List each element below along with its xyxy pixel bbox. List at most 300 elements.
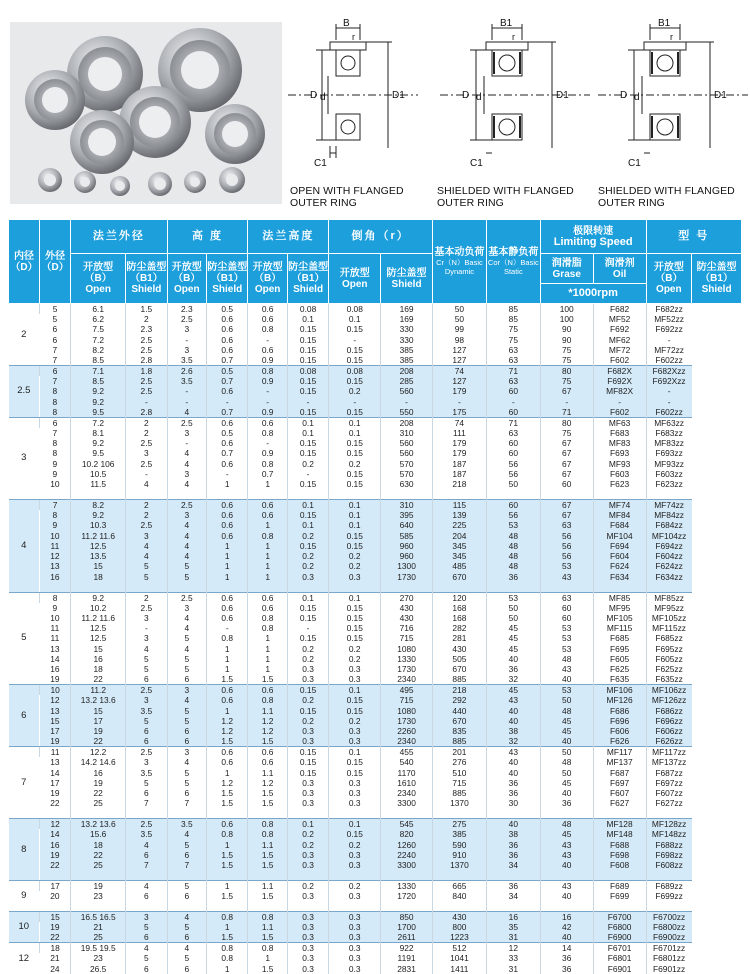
table-cell: 15: [40, 716, 71, 726]
inner-diameter-cell: 12: [9, 943, 40, 974]
table-cell: 0.3: [287, 912, 328, 923]
table-cell: 0.3: [287, 788, 328, 798]
table-cell: 3: [126, 633, 167, 643]
table-cell: 510: [432, 768, 486, 778]
caption-open: OPEN WITH FLANGED OUTER RING: [290, 185, 404, 209]
table-cell: 440: [432, 706, 486, 716]
table-cell: 5: [126, 778, 167, 788]
table-cell: 98: [432, 335, 486, 345]
table-row: [9, 355, 742, 366]
table-cell: [248, 870, 287, 880]
table-cell: MF74zz: [646, 500, 692, 511]
table-cell: 1: [206, 551, 247, 561]
table-cell: 1: [206, 768, 247, 778]
inner-diameter-cell: 10: [9, 912, 40, 943]
table-cell: 99: [432, 324, 486, 334]
table-cell: 71: [540, 407, 593, 418]
table-cell: 18: [40, 943, 71, 954]
table-cell: F605zz: [646, 654, 692, 664]
table-cell: 63: [486, 376, 540, 386]
table-cell: MF117: [593, 747, 646, 758]
inner-diameter-cell: 2.5: [9, 366, 40, 418]
table-cell: [71, 901, 126, 911]
table-cell: 0.3: [287, 726, 328, 736]
table-cell: [329, 901, 381, 911]
table-cell: [540, 582, 593, 592]
table-cell: F6700: [593, 912, 646, 923]
table-cell: 1.2: [248, 716, 287, 726]
table-cell: 0.1: [329, 520, 381, 530]
table-cell: MF83zz: [646, 438, 692, 448]
table-cell: 17: [40, 726, 71, 736]
table-cell: 23: [71, 953, 126, 963]
table-cell: F696: [593, 716, 646, 726]
table-cell: 115: [432, 500, 486, 511]
table-cell: -: [329, 397, 381, 407]
table-cell: 4: [126, 551, 167, 561]
table-cell: 179: [432, 438, 486, 448]
table-cell: 24: [40, 964, 71, 974]
table-cell: 4: [167, 541, 206, 551]
table-cell: 0.15: [287, 603, 328, 613]
table-cell: 3.5: [126, 706, 167, 716]
table-cell: 285: [381, 376, 433, 386]
table-cell: [432, 809, 486, 819]
table-cell: 4: [167, 448, 206, 458]
table-cell: 0.6: [206, 757, 247, 767]
table-cell: 0.7: [206, 407, 247, 418]
table-cell: F683zz: [646, 428, 692, 438]
table-cell: 1730: [381, 572, 433, 582]
table-cell: 0.15: [287, 479, 328, 489]
table-cell: 0.6: [248, 304, 287, 315]
table-cell: F693: [593, 448, 646, 458]
table-cell: 6.1: [71, 304, 126, 315]
table-cell: F682Xzz: [646, 366, 692, 377]
table-cell: [486, 489, 540, 499]
table-cell: [593, 582, 646, 592]
table-cell: 15: [71, 706, 126, 716]
table-cell: [287, 870, 328, 880]
table-cell: 3300: [381, 798, 433, 808]
table-cell: 60: [540, 603, 593, 613]
table-cell: 4: [167, 459, 206, 469]
table-cell: 310: [381, 500, 433, 511]
table-cell: 0.1: [287, 428, 328, 438]
table-cell: [167, 582, 206, 592]
table-cell: F605: [593, 654, 646, 664]
label-d1-2: D1: [556, 90, 569, 101]
table-cell: 2: [126, 500, 167, 511]
table-cell: 0.15: [329, 479, 381, 489]
table-cell: 19.5 19.5: [71, 943, 126, 954]
table-cell: 0.1: [329, 819, 381, 830]
table-cell: -: [329, 335, 381, 345]
table-cell: 0.2: [329, 716, 381, 726]
table-cell: 36: [486, 850, 540, 860]
table-cell: 12.5: [71, 541, 126, 551]
label-c1-2: C1: [470, 158, 483, 169]
label-d-small: d: [320, 92, 326, 103]
table-cell: 40: [486, 819, 540, 830]
table-cell: [540, 901, 593, 911]
table-row: [9, 386, 742, 396]
table-cell: F627zz: [646, 798, 692, 808]
header-grease: 润滑脂 Grase: [540, 254, 593, 284]
table-cell: 0.9: [248, 355, 287, 366]
table-cell: 1370: [432, 860, 486, 870]
table-cell: F602: [593, 355, 646, 366]
table-cell: 63: [486, 428, 540, 438]
table-cell: 0.1: [329, 747, 381, 758]
table-cell: 0.6: [248, 757, 287, 767]
table-cell: 48: [540, 819, 593, 830]
table-cell: 550: [381, 407, 433, 418]
table-cell: [381, 870, 433, 880]
table-cell: 0.3: [329, 726, 381, 736]
table-cell: MF63: [593, 417, 646, 428]
table-cell: MF74: [593, 500, 646, 511]
table-cell: 15: [71, 561, 126, 571]
table-cell: [71, 809, 126, 819]
table-cell: 5: [167, 561, 206, 571]
table-cell: F6801: [593, 953, 646, 963]
table-cell: 6: [126, 932, 167, 943]
table-cell: 1700: [381, 922, 433, 932]
table-cell: 1330: [381, 654, 433, 664]
spec-table: [8, 219, 742, 974]
table-cell: F634zz: [646, 572, 692, 582]
table-cell: 8.1: [71, 428, 126, 438]
table-cell: 56: [540, 551, 593, 561]
table-cell: MF84: [593, 510, 646, 520]
table-cell: [40, 870, 71, 880]
table-cell: F623: [593, 479, 646, 489]
table-cell: 3: [126, 695, 167, 705]
table-cell: 5: [126, 572, 167, 582]
table-cell: 7: [167, 798, 206, 808]
table-cell: 0.2: [329, 459, 381, 469]
table-cell: -: [287, 397, 328, 407]
table-cell: [167, 870, 206, 880]
table-row: [9, 664, 742, 674]
table-cell: 7.2: [71, 417, 126, 428]
table-cell: [287, 901, 328, 911]
table-cell: 4: [167, 912, 206, 923]
table-cell: 3.5: [167, 355, 206, 366]
inner-diameter-cell: 6: [9, 685, 40, 747]
table-cell: 12: [40, 819, 71, 830]
table-cell: 7: [167, 860, 206, 870]
table-cell: 34: [486, 891, 540, 901]
table-row: [9, 407, 742, 418]
table-cell: 4: [126, 541, 167, 551]
table-cell: F602zz: [646, 407, 692, 418]
table-cell: 0.9: [248, 407, 287, 418]
table-cell: [646, 901, 692, 911]
table-cell: 6: [167, 964, 206, 974]
table-cell: F634: [593, 572, 646, 582]
table-cell: 1.5: [206, 891, 247, 901]
table-cell: 17: [71, 716, 126, 726]
table-row: [9, 726, 742, 736]
table-cell: 1.5: [248, 788, 287, 798]
table-cell: 0.8: [248, 695, 287, 705]
table-cell: 2.5: [126, 438, 167, 448]
table-cell: 4: [167, 695, 206, 705]
table-cell: 13: [40, 561, 71, 571]
table-cell: 0.2: [329, 386, 381, 396]
table-cell: 67: [540, 469, 593, 479]
table-cell: 48: [486, 551, 540, 561]
header-chamfer-open: 开放型 Open: [329, 254, 381, 304]
table-cell: 6: [126, 964, 167, 974]
table-cell: 4: [167, 479, 206, 489]
caption-shielded-2: SHIELDED WITH FLANGED OUTER RING: [598, 185, 735, 209]
table-cell: 3: [126, 531, 167, 541]
table-cell: 0.6: [206, 695, 247, 705]
table-cell: 0.6: [206, 685, 247, 696]
table-cell: 0.15: [287, 541, 328, 551]
table-cell: 2: [126, 428, 167, 438]
table-cell: 0.6: [206, 438, 247, 448]
table-cell: 40: [486, 757, 540, 767]
table-cell: F692X: [593, 376, 646, 386]
table-cell: 1730: [381, 716, 433, 726]
table-cell: 2260: [381, 726, 433, 736]
inner-diameter-cell: 4: [9, 500, 40, 593]
table-cell: 16: [40, 840, 71, 850]
bearing-photo-icon: [10, 22, 282, 204]
table-row: [9, 840, 742, 850]
table-cell: 6: [40, 324, 71, 334]
table-cell: 0.15: [329, 613, 381, 623]
table-cell: 53: [540, 623, 593, 633]
table-cell: [126, 901, 167, 911]
table-cell: 50: [486, 603, 540, 613]
table-cell: 53: [540, 644, 593, 654]
table-cell: 1.5: [206, 788, 247, 798]
table-cell: 5: [126, 716, 167, 726]
table-cell: 2.8: [126, 355, 167, 366]
table-cell: 540: [381, 757, 433, 767]
table-cell: -: [432, 397, 486, 407]
header-rpm: *1000rpm: [540, 284, 646, 304]
table-cell: 38: [486, 726, 540, 736]
table-cell: 4: [126, 479, 167, 489]
table-row: [9, 582, 742, 592]
table-row: [9, 551, 742, 561]
table-cell: 1: [248, 561, 287, 571]
table-cell: [432, 489, 486, 499]
table-cell: [248, 582, 287, 592]
table-cell: 5: [126, 654, 167, 664]
table-cell: 1.1: [248, 840, 287, 850]
table-cell: 23: [71, 891, 126, 901]
table-cell: 0.6: [248, 500, 287, 511]
table-cell: 9: [40, 520, 71, 530]
table-cell: 1.1: [248, 881, 287, 892]
table-cell: MF115zz: [646, 623, 692, 633]
table-cell: 67: [540, 500, 593, 511]
table-cell: MF128: [593, 819, 646, 830]
table-cell: 2.3: [126, 324, 167, 334]
table-cell: 2.6: [167, 366, 206, 377]
table-row: [9, 943, 742, 954]
table-cell: 0.1: [287, 520, 328, 530]
table-cell: 6: [126, 736, 167, 747]
table-cell: -: [167, 438, 206, 448]
table-cell: 16: [486, 912, 540, 923]
table-row: [9, 417, 742, 428]
table-cell: 10: [40, 479, 71, 489]
table-cell: 4: [167, 520, 206, 530]
table-cell: 1: [248, 572, 287, 582]
table-cell: 36: [540, 964, 593, 974]
table-row: [9, 912, 742, 923]
table-cell: [126, 582, 167, 592]
table-cell: 430: [432, 912, 486, 923]
table-cell: MF105zz: [646, 613, 692, 623]
table-cell: 63: [540, 592, 593, 603]
table-cell: 3: [167, 428, 206, 438]
table-cell: 0.6: [248, 510, 287, 520]
table-cell: 43: [540, 881, 593, 892]
table-cell: 218: [432, 685, 486, 696]
table-cell: 0.3: [287, 953, 328, 963]
table-cell: 560: [381, 438, 433, 448]
table-cell: 32: [486, 736, 540, 747]
table-cell: 9.2: [71, 438, 126, 448]
label-d-small-2: d: [476, 92, 482, 103]
table-cell: 0.8: [248, 531, 287, 541]
table-cell: 0.1: [329, 592, 381, 603]
table-cell: 14.2 14.6: [71, 757, 126, 767]
table-cell: 225: [432, 520, 486, 530]
table-cell: 36: [486, 788, 540, 798]
table-cell: 0.1: [287, 819, 328, 830]
table-cell: 9: [40, 459, 71, 469]
table-cell: 0.7: [206, 376, 247, 386]
table-cell: 0.3: [329, 932, 381, 943]
table-cell: 395: [381, 510, 433, 520]
table-cell: 4: [126, 943, 167, 954]
table-cell: 6: [167, 674, 206, 685]
table-cell: 7.5: [71, 324, 126, 334]
table-cell: MF95zz: [646, 603, 692, 613]
table-cell: 0.1: [329, 510, 381, 520]
table-cell: 75: [540, 355, 593, 366]
table-cell: 5: [167, 922, 206, 932]
table-cell: [167, 901, 206, 911]
table-cell: 820: [381, 829, 433, 839]
table-cell: [167, 809, 206, 819]
table-cell: 48: [540, 706, 593, 716]
table-cell: 18: [71, 840, 126, 850]
table-cell: 0.3: [329, 891, 381, 901]
table-cell: 0.15: [287, 376, 328, 386]
table-cell: 45: [540, 829, 593, 839]
table-cell: -: [248, 438, 287, 448]
table-cell: 0.3: [287, 860, 328, 870]
table-cell: 48: [540, 654, 593, 664]
table-cell: 36: [486, 664, 540, 674]
table-cell: F687: [593, 768, 646, 778]
table-cell: 0.15: [287, 757, 328, 767]
table-row: [9, 428, 742, 438]
table-cell: 10: [40, 531, 71, 541]
table-cell: 56: [540, 531, 593, 541]
table-cell: 800: [432, 922, 486, 932]
table-cell: F6900: [593, 932, 646, 943]
table-cell: 4: [126, 644, 167, 654]
table-cell: 1.5: [206, 932, 247, 943]
table-cell: [206, 870, 247, 880]
table-row: [9, 438, 742, 448]
table-cell: 36: [486, 572, 540, 582]
label-b1: B1: [500, 18, 513, 29]
table-cell: [432, 901, 486, 911]
table-cell: 4: [167, 407, 206, 418]
table-cell: [126, 809, 167, 819]
table-cell: 0.1: [329, 685, 381, 696]
table-cell: F692Xzz: [646, 376, 692, 386]
table-cell: 885: [432, 736, 486, 747]
table-cell: 13: [40, 706, 71, 716]
table-cell: 8: [40, 407, 71, 418]
table-cell: [540, 489, 593, 499]
table-cell: 2.5: [126, 603, 167, 613]
table-cell: 2.5: [126, 747, 167, 758]
table-cell: 11: [40, 623, 71, 633]
table-cell: 0.2: [287, 644, 328, 654]
table-cell: 4: [167, 531, 206, 541]
table-cell: MF126zz: [646, 695, 692, 705]
table-cell: F604: [593, 551, 646, 561]
table-cell: [248, 901, 287, 911]
table-cell: MF106: [593, 685, 646, 696]
table-cell: F6800zz: [646, 922, 692, 932]
table-cell: 0.9: [248, 448, 287, 458]
table-cell: [71, 489, 126, 499]
table-cell: [248, 809, 287, 819]
table-cell: 1.5: [206, 850, 247, 860]
table-cell: 8.5: [71, 355, 126, 366]
table-cell: 1.5: [248, 674, 287, 685]
table-cell: 2: [126, 592, 167, 603]
table-cell: MF137zz: [646, 757, 692, 767]
table-cell: 1411: [432, 964, 486, 974]
spec-table-body: [9, 304, 742, 974]
header-fh-shield: 防尘盖型 （B1） Shield: [287, 254, 328, 304]
table-cell: [646, 809, 692, 819]
table-cell: 0.6: [206, 324, 247, 334]
table-cell: 3.5: [167, 819, 206, 830]
table-cell: -: [486, 397, 540, 407]
shielded-flanged-diagram-2: [598, 18, 748, 178]
inner-diameter-cell: 8: [9, 819, 40, 881]
table-cell: 53: [486, 520, 540, 530]
table-cell: 6.2: [71, 314, 126, 324]
table-cell: 74: [432, 417, 486, 428]
table-cell: 9: [40, 469, 71, 479]
table-cell: 0.15: [329, 407, 381, 418]
table-cell: 22: [40, 798, 71, 808]
table-cell: 0.3: [287, 891, 328, 901]
label-r: r: [352, 32, 355, 42]
table-cell: 2: [126, 417, 167, 428]
table-cell: 67: [540, 510, 593, 520]
